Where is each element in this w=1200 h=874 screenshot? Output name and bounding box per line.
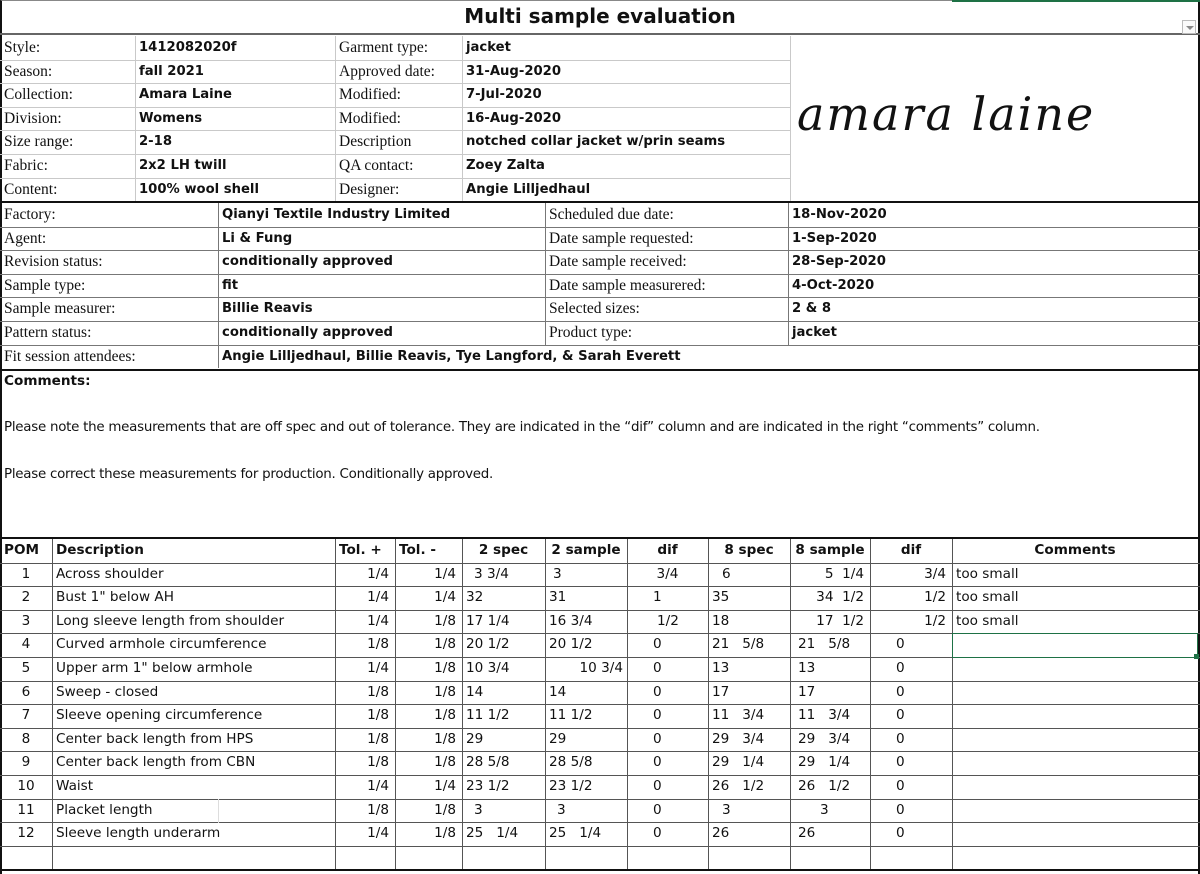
cell-tol-minus[interactable]: 1/8 <box>434 730 456 747</box>
cell-size8-sample[interactable]: 29 3/4 <box>798 730 851 747</box>
field-value[interactable]: 18-Nov-2020 <box>792 207 887 222</box>
cell-size8-sample[interactable]: 17 1/2 <box>816 612 864 629</box>
field-label: Pattern status: <box>4 324 92 341</box>
cell-size8-spec[interactable]: 6 <box>722 565 731 582</box>
cell-size2-spec[interactable]: 28 5/8 <box>466 754 510 771</box>
cell-pom[interactable]: 5 <box>21 660 31 676</box>
gridline <box>218 799 219 823</box>
cell-size2-sample[interactable]: 29 <box>549 730 567 747</box>
cell-tol-plus[interactable]: 1/4 <box>367 612 389 629</box>
field-label: Designer: <box>339 180 400 198</box>
cell-size8-dif[interactable]: 0 <box>896 778 905 794</box>
cell-pom[interactable]: 2 <box>21 589 31 606</box>
table-row <box>0 610 1200 634</box>
gridline <box>0 60 790 61</box>
field-value[interactable]: conditionally approved <box>222 254 393 270</box>
field-label: Agent: <box>4 229 47 247</box>
field-value[interactable]: jacket <box>466 40 511 55</box>
cell-size8-dif[interactable]: 1/2 <box>924 589 946 606</box>
table-row <box>0 822 1200 846</box>
attendees-value[interactable]: Angie Lilljedhaul, Billie Reavis, Tye Langford, & Sarah Everett <box>222 348 681 364</box>
column-header-size2-dif: dif <box>657 542 678 558</box>
cell-comments[interactable]: too small <box>956 589 1019 606</box>
cell-size2-sample[interactable]: 23 1/2 <box>549 778 593 794</box>
cell-size8-spec[interactable]: 3 <box>722 801 731 818</box>
gridline <box>0 154 790 155</box>
field-value[interactable]: notched collar jacket w/prin seams <box>466 134 726 150</box>
brand-logo <box>795 80 1185 150</box>
table-row <box>0 751 1200 775</box>
cell-size8-sample[interactable]: 13 <box>798 660 816 676</box>
cell-size2-sample[interactable]: 28 5/8 <box>549 754 593 771</box>
cell-size8-sample[interactable]: 17 <box>798 683 816 700</box>
gridline <box>0 107 790 108</box>
column-header-tol-minus: Tol. - <box>399 542 437 558</box>
cell-comments[interactable]: too small <box>956 565 1019 582</box>
cell-size2-spec[interactable]: 10 3/4 <box>466 660 510 676</box>
gridline <box>0 227 1200 228</box>
field-value[interactable]: 1412082020f <box>139 40 237 55</box>
cell-tol-minus[interactable]: 1/8 <box>434 683 456 700</box>
field-value[interactable]: jacket <box>792 325 837 340</box>
field-label: Factory: <box>4 206 56 223</box>
column-header-comments: Comments <box>1034 542 1116 558</box>
gridline <box>0 321 1200 322</box>
field-label: Description <box>339 133 412 151</box>
cell-size8-sample[interactable]: 5 1/4 <box>824 565 864 582</box>
field-value[interactable]: fit <box>222 277 239 293</box>
cell-size2-spec[interactable]: 32 <box>466 589 484 606</box>
cell-pom[interactable]: 11 <box>17 801 35 818</box>
cell-tol-plus[interactable]: 1/8 <box>367 683 389 700</box>
cell-size2-sample[interactable]: 10 3/4 <box>579 660 623 676</box>
cell-comments[interactable] <box>952 681 1198 705</box>
cell-size2-spec[interactable]: 3 <box>474 801 483 818</box>
selected-cell[interactable] <box>952 633 1198 658</box>
gridline <box>0 250 1200 251</box>
cell-pom[interactable]: 6 <box>21 683 31 700</box>
cell-size2-dif[interactable]: 3/4 <box>656 565 679 582</box>
cell-description[interactable]: Center back length from CBN <box>56 754 256 771</box>
field-value[interactable]: 4-Oct-2020 <box>792 277 875 293</box>
cell-description[interactable]: Center back length from HPS <box>56 730 254 747</box>
cell-size8-sample[interactable]: 26 <box>798 825 816 842</box>
column-divider <box>952 539 953 869</box>
table-row <box>0 775 1200 799</box>
cell-size2-spec[interactable]: 23 1/2 <box>466 778 510 794</box>
column-header-size8-spec: 8 spec <box>724 542 774 558</box>
cell-size2-sample[interactable]: 16 3/4 <box>549 612 593 629</box>
table-row <box>0 728 1200 752</box>
field-label: Style: <box>4 39 41 56</box>
field-value[interactable]: 1-Sep-2020 <box>792 230 877 246</box>
cell-size2-sample[interactable]: 3 <box>557 801 566 818</box>
cell-pom[interactable]: 1 <box>21 565 31 582</box>
table-row <box>0 799 1200 823</box>
filter-dropdown-button[interactable] <box>1182 20 1196 34</box>
cell-size2-spec[interactable]: 20 1/2 <box>466 636 510 653</box>
cell-pom[interactable]: 7 <box>21 707 31 724</box>
cell-size8-dif[interactable]: 0 <box>896 801 905 818</box>
gridline <box>788 203 789 345</box>
gridline <box>0 178 790 179</box>
column-divider <box>545 539 546 869</box>
cell-size2-dif[interactable]: 1/2 <box>657 612 679 629</box>
cell-size8-spec[interactable]: 21 5/8 <box>712 636 765 653</box>
cell-tol-plus[interactable]: 1/4 <box>367 660 389 676</box>
cell-size8-sample[interactable]: 29 1/4 <box>798 754 851 771</box>
field-value[interactable]: Angie Lilljedhaul <box>466 181 591 197</box>
gridline <box>0 274 1200 275</box>
cell-description[interactable]: Sweep - closed <box>56 683 159 700</box>
cell-size2-dif[interactable]: 0 <box>653 730 662 747</box>
field-value[interactable]: 28-Sep-2020 <box>792 254 886 270</box>
cell-pom[interactable]: 10 <box>17 778 35 794</box>
table-row <box>0 704 1200 728</box>
field-value[interactable]: Zoey Zalta <box>466 158 545 173</box>
cell-description[interactable]: Placket length <box>56 801 153 818</box>
cell-tol-minus[interactable]: 1/4 <box>434 589 456 606</box>
field-label: Garment type: <box>339 39 429 56</box>
cell-tol-plus[interactable]: 1/4 <box>367 778 389 794</box>
cell-size2-dif[interactable]: 0 <box>653 825 662 842</box>
column-divider <box>395 539 396 869</box>
row-divider <box>0 846 1200 847</box>
cell-description[interactable]: Across shoulder <box>56 565 164 582</box>
cell-tol-plus[interactable]: 1/8 <box>367 801 389 818</box>
field-label: Date sample measurered: <box>549 276 706 294</box>
cell-pom[interactable]: 4 <box>21 636 31 653</box>
field-value[interactable]: 7-Jul-2020 <box>466 87 542 103</box>
column-divider <box>708 539 709 869</box>
cell-tol-plus[interactable]: 1/4 <box>367 825 389 842</box>
column-header-size2-spec: 2 spec <box>478 542 529 558</box>
cell-tol-minus[interactable]: 1/8 <box>434 660 456 676</box>
comments-line-2: Please correct these measurements for production. Conditionally approved. <box>4 467 494 482</box>
field-value[interactable]: conditionally approved <box>222 325 393 340</box>
field-value[interactable]: 31-Aug-2020 <box>466 63 562 79</box>
logo-text: amara laine <box>797 87 1096 141</box>
cell-description[interactable]: Curved armhole circumference <box>56 636 267 653</box>
field-label: Season: <box>4 62 53 80</box>
cell-tol-minus[interactable]: 1/4 <box>434 778 456 794</box>
field-value[interactable]: Billie Reavis <box>222 301 313 317</box>
table-row <box>0 657 1200 681</box>
cell-tol-minus[interactable]: 1/8 <box>434 707 456 724</box>
cell-tol-minus[interactable]: 1/8 <box>434 636 456 653</box>
cell-size2-dif[interactable]: 0 <box>653 683 662 700</box>
table-row <box>0 681 1200 705</box>
cell-description[interactable]: Sleeve opening circumference <box>56 707 263 724</box>
cell-size8-spec[interactable]: 11 3/4 <box>712 707 765 724</box>
cell-tol-minus[interactable]: 1/8 <box>434 754 456 771</box>
cell-description[interactable]: Long sleeve length from shoulder <box>56 612 285 629</box>
comments-line-1: Please note the measurements that are off spec and out of tolerance. They are indicated in the “dif” column and are indicated in the right “comments” column. <box>4 420 1040 435</box>
cell-size2-spec[interactable]: 17 1/4 <box>466 612 510 629</box>
cell-size8-spec[interactable]: 13 <box>712 660 730 676</box>
column-header-size2-sample: 2 sample <box>551 542 621 558</box>
field-value[interactable]: 16-Aug-2020 <box>466 110 562 126</box>
field-label: Date sample requested: <box>549 229 694 247</box>
cell-tol-minus[interactable]: 1/8 <box>434 825 456 842</box>
gridline <box>218 203 219 368</box>
table-row <box>0 586 1200 610</box>
cell-size8-spec[interactable]: 29 3/4 <box>712 730 765 747</box>
cell-tol-plus[interactable]: 1/8 <box>367 754 389 771</box>
field-label: Size range: <box>4 133 74 151</box>
cell-size2-dif[interactable]: 0 <box>653 778 662 794</box>
cell-comments[interactable] <box>952 657 1198 681</box>
cell-pom[interactable]: 3 <box>21 612 31 629</box>
cell-size2-dif[interactable]: 0 <box>653 754 662 771</box>
cell-size8-dif[interactable]: 0 <box>896 660 905 676</box>
gridline <box>545 203 546 345</box>
cell-comments[interactable] <box>952 822 1198 846</box>
cell-size8-sample[interactable]: 26 1/2 <box>798 778 851 794</box>
cell-tol-minus[interactable]: 1/8 <box>434 612 456 629</box>
cell-size2-spec[interactable]: 11 1/2 <box>466 707 510 724</box>
table-row <box>0 563 1200 587</box>
cell-size8-dif[interactable]: 3/4 <box>924 565 946 582</box>
cell-tol-plus[interactable]: 1/8 <box>367 636 389 653</box>
field-value[interactable]: Amara Laine <box>139 87 232 103</box>
cell-size2-spec[interactable]: 29 <box>466 730 484 747</box>
cell-comments[interactable] <box>952 728 1198 752</box>
field-label: Scheduled due date: <box>549 206 674 223</box>
field-label: QA contact: <box>339 157 414 174</box>
field-value[interactable]: 100% wool shell <box>139 181 259 197</box>
field-label: Content: <box>4 180 58 198</box>
cell-comments[interactable] <box>952 799 1198 823</box>
table-bottom-border <box>0 869 1200 871</box>
top-right-border <box>952 0 1200 2</box>
cell-size2-sample[interactable]: 31 <box>549 589 567 606</box>
column-divider <box>52 539 53 869</box>
field-value[interactable]: Womens <box>139 110 203 126</box>
cell-pom[interactable]: 8 <box>21 730 31 747</box>
cell-size8-dif[interactable]: 0 <box>896 707 905 724</box>
gridline <box>335 36 336 201</box>
attendees-label: Fit session attendees: <box>4 347 136 365</box>
cell-size2-dif[interactable]: 0 <box>653 660 662 676</box>
column-header-tol-plus: Tol. + <box>339 542 382 558</box>
cell-size8-sample[interactable]: 11 3/4 <box>798 707 851 724</box>
field-label: Date sample received: <box>549 253 687 271</box>
cell-tol-plus[interactable]: 1/4 <box>367 589 389 606</box>
cell-size8-dif[interactable]: 0 <box>896 754 905 771</box>
chevron-down-icon <box>1186 26 1194 30</box>
field-label: Modified: <box>339 86 401 104</box>
cell-comments[interactable] <box>952 751 1198 775</box>
cell-tol-minus[interactable]: 1/8 <box>434 801 456 818</box>
cell-size8-dif[interactable]: 0 <box>896 825 905 842</box>
column-divider <box>627 539 628 869</box>
cell-tol-minus[interactable]: 1/4 <box>434 565 456 582</box>
cell-tol-plus[interactable]: 1/8 <box>367 730 389 747</box>
column-header-size8-dif: dif <box>900 542 922 558</box>
cell-size8-spec[interactable]: 26 1/2 <box>712 778 765 794</box>
gridline <box>0 297 1200 298</box>
cell-size2-sample[interactable]: 3 <box>553 565 562 582</box>
cell-comments[interactable] <box>952 775 1198 799</box>
cell-size2-dif[interactable]: 1 <box>653 589 662 606</box>
cell-size8-dif[interactable]: 0 <box>896 636 905 653</box>
field-label: Sample type: <box>4 276 86 294</box>
field-label: Selected sizes: <box>549 300 640 318</box>
cell-size2-spec[interactable]: 3 3/4 <box>474 565 509 582</box>
cell-comments[interactable] <box>952 704 1198 728</box>
cell-size8-dif[interactable]: 0 <box>896 730 905 747</box>
cell-description[interactable]: Sleeve length underarm <box>56 825 221 842</box>
cell-size8-spec[interactable]: 17 <box>712 683 730 700</box>
cell-size8-spec[interactable]: 18 <box>712 612 730 629</box>
fill-handle[interactable] <box>1194 654 1199 659</box>
comments-heading: Comments: <box>4 373 91 389</box>
field-value[interactable]: Li & Fung <box>222 230 293 246</box>
column-header-description: Description <box>56 542 144 558</box>
field-value[interactable]: fall 2021 <box>139 63 204 79</box>
column-header-pom: POM <box>4 542 40 558</box>
gridline <box>462 36 463 201</box>
field-label: Fabric: <box>4 157 48 174</box>
cell-size2-dif[interactable]: 0 <box>653 707 662 724</box>
field-label: Modified: <box>339 109 401 127</box>
cell-size8-sample[interactable]: 21 5/8 <box>798 636 851 653</box>
page-title: Multi sample evaluation <box>464 4 736 28</box>
field-value[interactable]: 2-18 <box>139 134 173 150</box>
field-value[interactable]: 2 & 8 <box>792 301 832 317</box>
field-label: Revision status: <box>4 253 103 271</box>
cell-size2-sample[interactable]: 14 <box>549 683 567 700</box>
cell-pom[interactable]: 9 <box>21 754 31 771</box>
cell-size8-sample[interactable]: 3 <box>820 801 829 818</box>
cell-size2-spec[interactable]: 25 1/4 <box>466 825 519 842</box>
cell-description[interactable]: Upper arm 1" below armhole <box>56 660 253 676</box>
gridline <box>0 83 790 84</box>
field-label: Product type: <box>549 324 633 341</box>
cell-description[interactable]: Bust 1" below AH <box>56 589 174 606</box>
cell-size8-sample[interactable]: 34 1/2 <box>816 589 864 606</box>
comments-section <box>0 369 1200 539</box>
column-divider <box>462 539 463 869</box>
column-divider <box>335 539 336 869</box>
field-value[interactable]: Qianyi Textile Industry Limited <box>222 207 451 222</box>
field-label: Approved date: <box>339 62 435 80</box>
cell-size2-dif[interactable]: 0 <box>653 636 662 653</box>
cell-pom[interactable]: 12 <box>17 825 35 842</box>
gridline <box>135 36 136 201</box>
cell-size8-dif[interactable]: 1/2 <box>924 612 946 629</box>
column-divider <box>790 539 791 869</box>
cell-size2-dif[interactable]: 0 <box>653 801 662 818</box>
column-header-size8-sample: 8 sample <box>795 542 865 558</box>
cell-comments[interactable]: too small <box>956 612 1019 629</box>
field-value[interactable]: 2x2 LH twill <box>139 158 227 173</box>
cell-size2-sample[interactable]: 20 1/2 <box>549 636 593 653</box>
column-divider <box>870 539 871 869</box>
cell-size8-spec[interactable]: 26 <box>712 825 730 842</box>
cell-description[interactable]: Waist <box>56 778 94 794</box>
field-label: Sample measurer: <box>4 300 116 318</box>
cell-tol-plus[interactable]: 1/4 <box>367 565 389 582</box>
cell-size2-sample[interactable]: 25 1/4 <box>549 825 602 842</box>
cell-size8-spec[interactable]: 35 <box>712 589 730 606</box>
field-label: Division: <box>4 109 62 127</box>
cell-tol-plus[interactable]: 1/8 <box>367 707 389 724</box>
gridline <box>0 130 790 131</box>
cell-size2-spec[interactable]: 14 <box>466 683 484 700</box>
field-label: Collection: <box>4 86 73 104</box>
cell-size2-sample[interactable]: 11 1/2 <box>549 707 593 724</box>
cell-size8-dif[interactable]: 0 <box>896 683 905 700</box>
cell-size8-spec[interactable]: 29 1/4 <box>712 754 765 771</box>
